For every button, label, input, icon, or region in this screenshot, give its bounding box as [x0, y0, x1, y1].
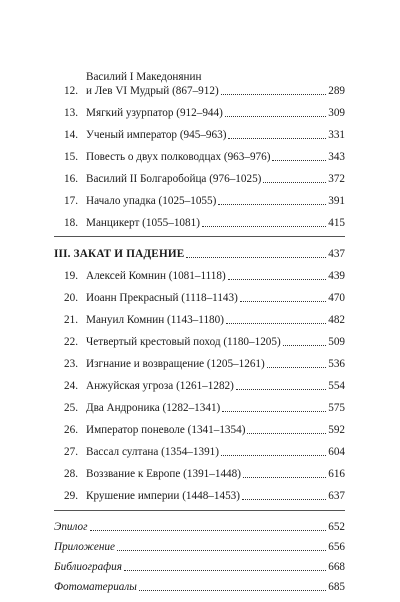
- entry-page: 343: [328, 151, 345, 163]
- dot-leader: [218, 204, 326, 205]
- entry-page: 470: [328, 292, 345, 304]
- entry-number: 25.: [64, 402, 78, 414]
- entry-page: 536: [328, 358, 345, 370]
- dot-leader: [202, 226, 326, 227]
- part-page: 437: [328, 248, 345, 260]
- entry-number: 17.: [64, 195, 78, 207]
- entry-page: 637: [328, 490, 345, 502]
- entry-number: 28.: [64, 468, 78, 480]
- entry-number: 22.: [64, 336, 78, 348]
- entry-title: Приложение: [54, 541, 115, 553]
- toc-entry-26: [54, 423, 345, 437]
- section-divider: [54, 236, 345, 237]
- dot-leader: [117, 550, 326, 551]
- entry-page: 656: [328, 541, 345, 553]
- entry-title: Василий II Болгаробойца (976–1025): [86, 173, 262, 185]
- toc-entry-27: [54, 445, 345, 459]
- entry-number: 27.: [64, 446, 78, 458]
- entry-title: Император поневоле (1341–1354): [86, 424, 246, 436]
- entry-page: 372: [328, 173, 345, 185]
- dot-leader: [221, 94, 327, 95]
- entry-number: 26.: [64, 424, 78, 436]
- toc-entry-bibliography: [54, 560, 345, 574]
- toc-entry-16: [54, 172, 345, 186]
- toc-entry-14: [54, 128, 345, 142]
- entry-page: 391: [328, 195, 345, 207]
- entry-title: Начало упадка (1025–1055): [86, 195, 217, 207]
- entry-number: 29.: [64, 490, 78, 502]
- entry-number: 23.: [64, 358, 78, 370]
- toc-entry-19: [54, 269, 345, 283]
- entry-number: 15.: [64, 151, 78, 163]
- toc-entry-15: [54, 150, 345, 164]
- dot-leader: [267, 367, 326, 368]
- dot-leader: [222, 411, 326, 412]
- toc-entry-20: [54, 291, 345, 305]
- entry-number: 13.: [64, 107, 78, 119]
- entry-page: 439: [328, 270, 345, 282]
- toc-entry-12: [54, 84, 345, 98]
- entry-page: 331: [328, 129, 345, 141]
- toc-entry-epilogue: [54, 520, 345, 534]
- toc-entry-29: [54, 489, 345, 503]
- toc-entry-photos: [54, 580, 345, 594]
- toc-entry-21: [54, 313, 345, 327]
- entry-page: 652: [328, 521, 345, 533]
- entry-title: Повесть о двух полководцах (963–976): [86, 151, 271, 163]
- section-divider: [54, 510, 345, 511]
- entry-title: Четвертый крестовый поход (1180–1205): [86, 336, 281, 348]
- entry-page: 289: [328, 85, 345, 97]
- entry-title: Мягкий узурпатор (912–944): [86, 107, 223, 119]
- entry-title: Фотоматериалы: [54, 581, 137, 593]
- dot-leader: [124, 570, 326, 571]
- part-title: III. ЗАКАТ И ПАДЕНИЕ: [54, 248, 185, 260]
- toc-entry-24: [54, 379, 345, 393]
- entry-number: 16.: [64, 173, 78, 185]
- entry-title: Воззвание к Европе (1391–1448): [86, 468, 241, 480]
- dot-leader: [139, 590, 326, 591]
- dot-leader: [247, 433, 326, 434]
- dot-leader: [186, 257, 326, 258]
- entry-title: Анжуйская угроза (1261–1282): [86, 380, 234, 392]
- toc-entry-appendix: [54, 540, 345, 554]
- toc-entry-25: [54, 401, 345, 415]
- toc-entry-18: [54, 216, 345, 230]
- dot-leader: [90, 530, 327, 531]
- entry-title: Иоанн Прекрасный (1118–1143): [86, 292, 238, 304]
- dot-leader: [226, 323, 326, 324]
- dot-leader: [225, 116, 326, 117]
- entry-page: 482: [328, 314, 345, 326]
- toc-entry-22: [54, 335, 345, 349]
- entry-number: 12.: [64, 85, 78, 97]
- entry-title: Эпилог: [54, 521, 88, 533]
- entry-title: Алексей Комнин (1081–1118): [86, 270, 226, 282]
- entry-title: Манцикерт (1055–1081): [86, 217, 200, 229]
- entry-number: 19.: [64, 270, 78, 282]
- entry-number: 14.: [64, 129, 78, 141]
- toc-entry-23: [54, 357, 345, 371]
- entry-number: 21.: [64, 314, 78, 326]
- dot-leader: [263, 182, 326, 183]
- entry-title: Ученый император (945–963): [86, 129, 227, 141]
- entry-page: 616: [328, 468, 345, 480]
- entry-page: 509: [328, 336, 345, 348]
- dot-leader: [283, 345, 327, 346]
- entry-title: Изгнание и возвращение (1205–1261): [86, 358, 265, 370]
- entry-page: 554: [328, 380, 345, 392]
- toc-entry-13: [54, 106, 345, 120]
- entry-number: 24.: [64, 380, 78, 392]
- entry-title: Крушение империи (1448–1453): [86, 490, 240, 502]
- entry-title: Вассал султана (1354–1391): [86, 446, 219, 458]
- toc-entry-17: [54, 194, 345, 208]
- entry-number: 18.: [64, 217, 78, 229]
- dot-leader: [242, 499, 326, 500]
- entry-title: и Лев VI Мудрый (867–912): [86, 85, 219, 97]
- toc-part-heading: [54, 247, 345, 261]
- entry-page: 604: [328, 446, 345, 458]
- toc-entry-28: [54, 467, 345, 481]
- dot-leader: [228, 138, 326, 139]
- entry-page: 415: [328, 217, 345, 229]
- entry-title: Мануил Комнин (1143–1180): [86, 314, 224, 326]
- dot-leader: [221, 455, 326, 456]
- dot-leader: [228, 279, 326, 280]
- dot-leader: [243, 477, 326, 478]
- entry-page: 685: [328, 581, 345, 593]
- entry-title: Два Андроника (1282–1341): [86, 402, 221, 414]
- dot-leader: [240, 301, 326, 302]
- entry-number: 20.: [64, 292, 78, 304]
- toc-entry-12-line1: Василий I Македонянин: [86, 71, 202, 83]
- entry-page: 668: [328, 561, 345, 573]
- entry-page: 575: [328, 402, 345, 414]
- entry-page: 309: [328, 107, 345, 119]
- dot-leader: [272, 160, 326, 161]
- entry-page: 592: [328, 424, 345, 436]
- entry-title: Библиография: [54, 561, 122, 573]
- dot-leader: [236, 389, 326, 390]
